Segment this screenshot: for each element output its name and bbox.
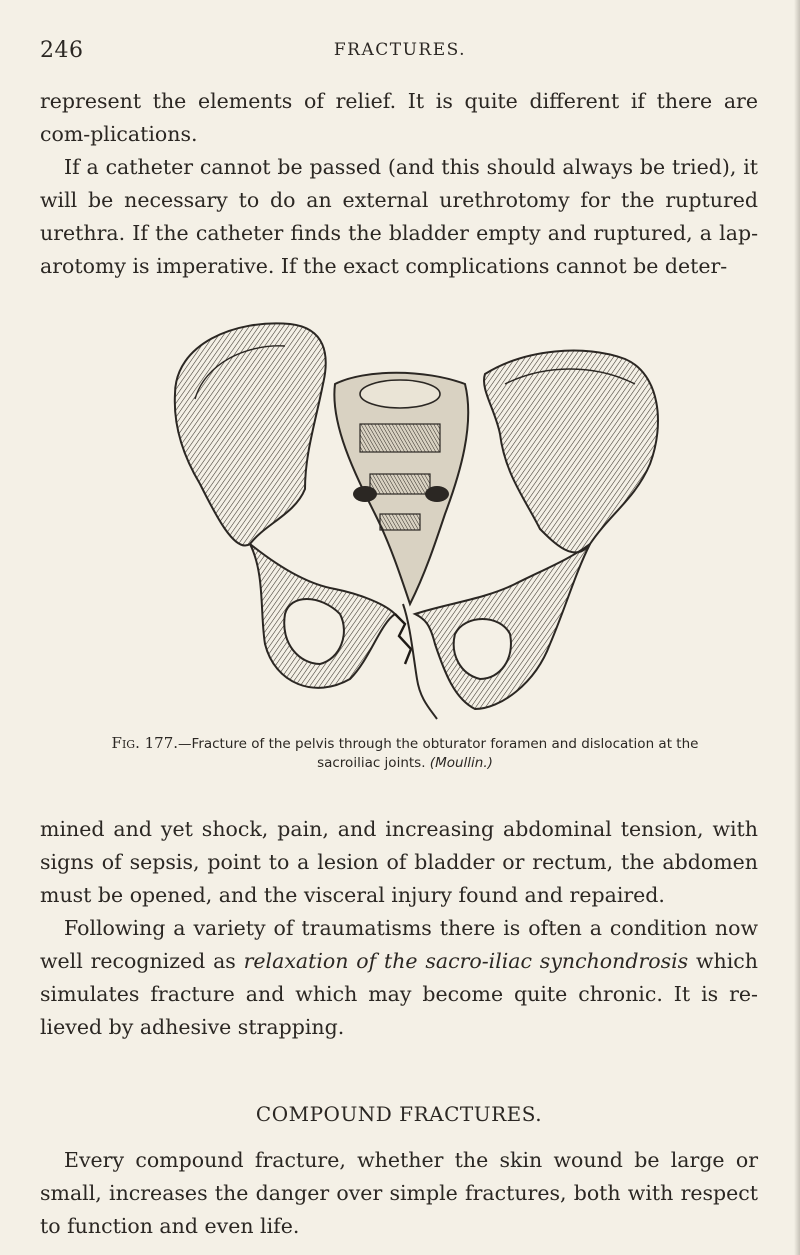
running-title: FRACTURES. bbox=[333, 40, 467, 60]
page-number: 246 bbox=[40, 38, 84, 63]
paragraph-2: If a catheter cannot be passed (and this should always be tried), it will be necessary to do an external urethrotomy for the ruptured urethra. If the catheter finds the bladder empty and ruptured, a lap-arotomy is imperative. If the exact complications cannot be deter- bbox=[40, 155, 758, 278]
pelvis-fracture-illustration bbox=[155, 314, 675, 726]
paragraph-3: mined and yet shock, pain, and increasing abdominal tension, with signs of sepsis, point to a lesion of bladder or rectum, the abdomen must be opened, and the visceral injury found and repaired. bbox=[40, 817, 758, 907]
figure-label: Fig. 177. bbox=[111, 734, 179, 752]
paragraph-4-text-b: which simulates fracture and which may become quite chronic. It is re-lieved by adhesive strapping. bbox=[40, 949, 758, 1039]
paragraph-4-italic: relaxation of the sacro-iliac synchondrosis bbox=[243, 949, 689, 973]
page-edge-shadow bbox=[794, 0, 800, 1255]
figure-credit: (Moullin.) bbox=[429, 755, 493, 771]
paragraph-5: Every compound fracture, whether the skin wound be large or small, increases the danger over simple fractures, both with respect to function and even life. bbox=[40, 1148, 758, 1238]
paragraph-4 bbox=[40, 912, 758, 1044]
paragraph-1: represent the elements of relief. It is quite different if there are com-plications. bbox=[40, 89, 758, 146]
figure-caption-text: —Fracture of the pelvis through the obturator foramen and dislocation at the sacroiliac joints. bbox=[178, 736, 699, 771]
left-ilium bbox=[175, 323, 326, 545]
paragraph-4-text-a: Following a variety of traumatisms there is often a condition now well recognized as bbox=[40, 916, 758, 973]
figure-caption bbox=[80, 734, 730, 773]
page-header bbox=[40, 38, 760, 64]
section-heading: COMPOUND FRACTURES. bbox=[255, 1102, 543, 1126]
